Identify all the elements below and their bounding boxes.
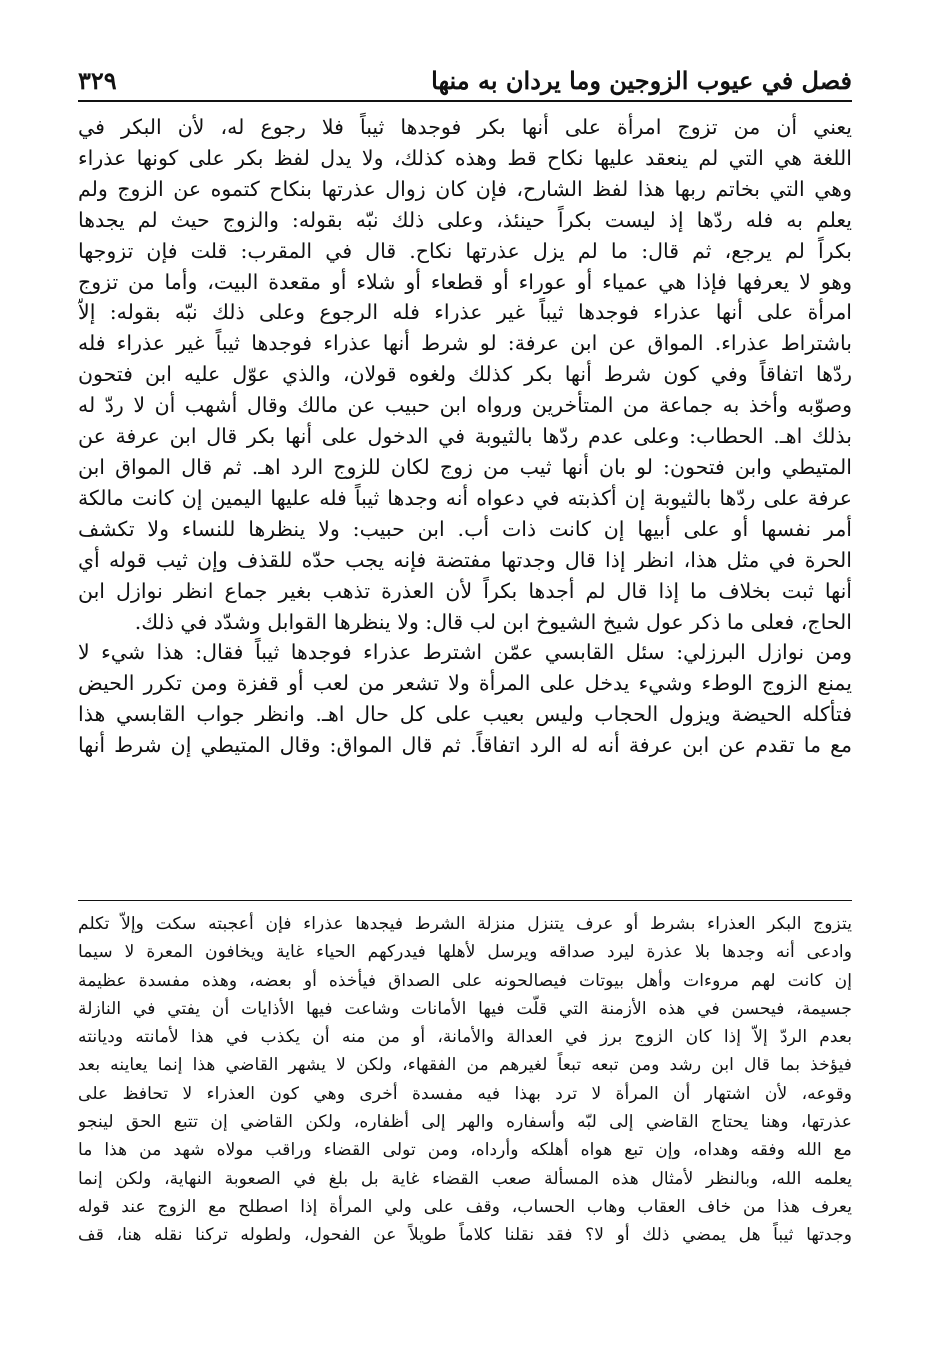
text-line: المتيطي وابن فتحون: لو بان أنها ثيب من زوج لكان للزوج الرد اهـ. ثم قال المواق ابن xyxy=(78,454,852,479)
text-line: وصوّبه وأخذ به جماعة من المتأخرين ورواه ابن حبيب عن مالك وقال أشهب أن لا ردّ له xyxy=(78,393,852,418)
text-line: أمر نفسها أو على أبيها إن كانت ذات أب. ابن حبيب: ولا ينظرها للنساء ولا تكشف xyxy=(78,516,852,541)
footnote-divider xyxy=(78,900,852,901)
text-line: عرفة على ردّها بالثيوبة إن أكذبته في دعواه أنه وجدها ثيباً فله عليها اليمين إن كانت مالكة xyxy=(78,485,852,510)
footnote-line: جسيمة، فيحسن في هذه الأزمنة التي قلّت فيها الأمانات وشاعت فيها الأذايات أن يفتي في النازلة xyxy=(78,998,852,1019)
text-line: يعلم به فله ردّها إذ ليست بكراً حينئذ، وعلى ذلك نبّه بقوله: والزوج حيث لم يجدها xyxy=(78,207,852,232)
text-line: أنها ثبت بخلاف ما إذا قال لم أجدها بكراً لأن العذرة تذهب بغير جماع انظر نوازل ابن xyxy=(78,578,852,603)
running-head xyxy=(78,62,852,102)
footnote-line: فيؤخذ بما قال ابن رشد ومن تبعه تبعاً لغيرهم من الفقهاء، ولكن لا يشهر القاضي هذا إنما يعاينه بعد xyxy=(78,1055,852,1076)
chapter-title: فصل في عيوب الزوجين وما يردان به منها xyxy=(431,66,852,95)
text-line: ومن نوازل البرزلي: سئل القابسي عمّن اشترط عذراء فوجدها ثيباً فقال: هذا شيء لا xyxy=(78,640,852,665)
page-number: ٣٢٩ xyxy=(78,66,117,95)
footnote-line: مع الله وفقه وهداه، وإن تبع هواه أهلكه وأرداه، ومن تولى القضاء وراقب مولاه شهد من هذا ما xyxy=(78,1140,852,1161)
text-line: وهي التي بخاتم ربها هذا لفظ الشارح، فإن كان زوال عذرتها بنكاح كتموه عن الزوج ولم xyxy=(78,176,852,201)
text-line: يعني أن من تزوج امرأة على أنها بكر فوجدها ثيباً فلا رجوع له، لأن البكر في xyxy=(78,115,852,139)
text-line: امرأة على أنها عذراء فوجدها ثيباً غير عذراء فله الرجوع وعلى ذلك نبّه بقوله: إلاّ xyxy=(78,300,852,325)
text-line: يمنع الزوج الوطء وشيء يدخل على المرأة ولا تشعر من لعب أو قفزة ومن تكرر الحيض xyxy=(78,671,852,696)
text-line: مع ما تقدم عن ابن عرفة أنه له الرد اتفاقاً. ثم قال المواق: وقال المتيطي إن شرط أنها xyxy=(78,733,852,758)
text-line: ردّها اتفاقاً وفي كون شرط أنها بكر كذلك ولغوه قولان، والذي عوّل عليه ابن فتحون xyxy=(78,362,852,387)
footnote-line: يعرف هذا من خاف العقاب وهاب الحساب، وقف على ولي المرأة إذا اصطلح مع الزوج عند قوله xyxy=(78,1196,852,1217)
text-line: الحرة في مثل هذا، انظر إذا قال وجدتها مفتضة فإنه يجب حدّه للقذف وإن ثيب قوله أي xyxy=(78,547,852,572)
text-line: وهو لا يعرفها فإذا هي عمياء أو عوراء أو قطعاء أو شلاء أو مقعدة البيت، وأما من تزوج xyxy=(78,269,852,294)
footnote-line: عذرتها، وهنا يحتاج القاضي إلى لبّه وأسفاره والهر إلى أظفاره، ولكن القاضي إن تتبع الحق لينجو xyxy=(78,1112,852,1133)
footnote-line: وجدتها ثيباً هل يمضي ذلك أو لا؟ فقد نقلنا كلاماً طويلاً عن الفحول، ولطوله تركنا نقله هنا، قف xyxy=(78,1225,852,1246)
footnote-line: وقوعه، لأن اشتهار أن المرأة لا ترد بهذا فيه مفسدة أخرى وهي كون العذراء لا تحافظ على xyxy=(78,1083,852,1104)
text-line: الحاج، فعلى ما ذكر عول شيخ الشيوخ ابن لب قال: ولا ينظرها القوابل وشدّد في ذلك. xyxy=(134,609,852,634)
text-line: فتأكله الحيضة ويزول الحجاب وليس بعيب على كل حال اهـ. وانظر جواب القابسي هذا xyxy=(78,702,852,727)
footnotes xyxy=(78,910,852,1250)
text-line: اللغة هي التي لم ينعقد عليها نكاح قط وهذه كذلك، ولا يدل لفظ بكر على كونها عذراء xyxy=(78,145,852,170)
footnote-line: يعلمه الله، وبالنظر لأمثال هذه المسألة صعب القضاء غاية بل بلغ في الصعوبة النهاية، ولكن إنما xyxy=(78,1168,852,1189)
main-text xyxy=(78,112,852,761)
text-line: باشتراط عذراء. المواق عن ابن عرفة: لو شرط أنها عذراء فوجدها ثيباً غير عذراء فله xyxy=(78,331,852,356)
footnote-line: بعدم الردّ إلاّ إذا كان الزوج برز في العدالة والأمانة، أو من منه أن يكذب في هذا لأمانته وديانته xyxy=(78,1027,852,1048)
footnote-line: إن كانت لهم مروءات وأهل بيوتات فيصالحونه على الصداق فيأخذه أو بعضه، وهذه مفسدة عظيمة xyxy=(78,970,852,991)
footnote-line: وادعى أنه وجدها بلا عذرة ليرد صداقه ويرسل لأهلها فيدركهم الحياء غاية ويخافون المعرة لا سيما xyxy=(78,942,852,963)
text-line: بذلك اهـ. الحطاب: وعلى عدم ردّها بالثيوبة في الدخول على أنها بكر قال ابن عرفة عن xyxy=(78,424,852,449)
footnote-line: يتزوج البكر العذراء بشرط أو عرف يتنزل منزلة الشرط فيجدها عذراء فإن أعجبته سكت وإلاّ تكلم xyxy=(78,914,852,934)
text-line: بكراً لم يرجع، ثم قال: ما لم يزل عذرتها نكاح. قال في المقرب: قلت فإن تزوجها xyxy=(78,238,852,263)
